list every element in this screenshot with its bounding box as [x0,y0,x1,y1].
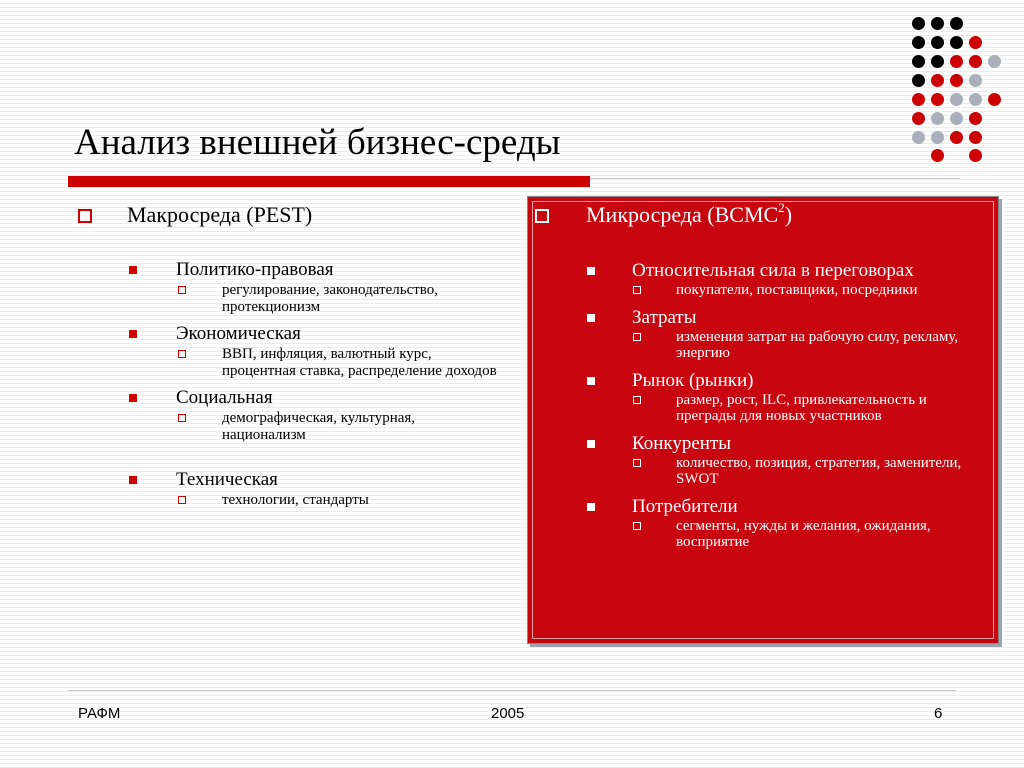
small-open-square-bullet-icon [178,350,186,358]
decor-dot [912,112,925,125]
filled-square-bullet-icon [129,394,137,402]
footer-slide-number: 6 [934,705,943,722]
macro-item-detail-text: регулирование, законодательство, протекционизм [222,282,439,315]
micro-item-detail-text: размер, рост, ILC, привлекательность и преграды для новых участников [676,392,927,424]
decorative-dot-grid [912,14,1012,164]
micro-item-detail [531,518,991,550]
small-open-square-bullet-icon [633,333,641,341]
small-open-square-bullet-icon [178,496,186,504]
macro-item [74,386,514,410]
decor-dot [912,36,925,49]
decor-dot [950,55,963,68]
decor-dot [969,149,982,162]
micro-item-detail [531,392,991,424]
footer-organization: РАФМ [78,705,121,722]
decor-dot [912,17,925,30]
decor-dot [931,149,944,162]
small-open-square-bullet-icon [633,286,641,294]
micro-item [531,496,991,518]
macro-item-detail [74,346,514,380]
micro-item-label: Рынок (рынки) [632,370,754,391]
small-open-square-bullet-icon [178,414,186,422]
micro-item-detail [531,329,991,361]
micro-item-label: Относительная сила в переговорах [632,260,914,281]
micro-heading-text: Микросреда (ВСМС [586,202,779,227]
macro-item-detail [74,410,514,444]
macro-item [74,468,514,492]
filled-square-bullet-icon [587,314,595,322]
decor-dot [912,55,925,68]
decor-dot [969,74,982,87]
macro-heading-text: Макросреда (PEST) [127,202,313,227]
decor-dot [950,131,963,144]
micro-item-detail-text: изменения затрат на рабочую силу, рекламу, энергию [676,329,959,361]
decor-dot [912,74,925,87]
macro-item-label: Экономическая [176,323,301,344]
decor-dot [950,93,963,106]
small-open-square-bullet-icon [178,286,186,294]
filled-square-bullet-icon [129,476,137,484]
decor-dot [969,55,982,68]
title-thin-rule [590,178,960,179]
micro-item-label: Потребители [632,496,738,517]
footer-rule [68,690,956,691]
micro-heading-superscript: 2 [778,200,785,215]
filled-square-bullet-icon [129,330,137,338]
filled-square-bullet-icon [587,267,595,275]
filled-square-bullet-icon [587,377,595,385]
micro-item-detail [531,282,991,298]
micro-item-detail-text: сегменты, нужды и желания, ожидания, восприятие [676,518,931,550]
small-open-square-bullet-icon [633,459,641,467]
decor-dot [950,36,963,49]
macro-heading [74,200,514,230]
title-underline [68,176,590,187]
decor-dot [931,17,944,30]
macro-item-detail [74,282,514,316]
small-open-square-bullet-icon [633,522,641,530]
micro-item-detail-text: покупатели, поставщики, посредники [676,282,918,298]
macro-item-detail-text: ВВП, инфляция, валютный курс, процентная ставка, распределение доходов [222,346,497,379]
filled-square-bullet-icon [129,266,137,274]
micro-item [531,307,991,329]
macro-item-label: Политико-правовая [176,259,334,280]
decor-dot [931,74,944,87]
decor-dot [950,17,963,30]
decor-dot [931,36,944,49]
decor-dot [969,36,982,49]
macro-item [74,322,514,346]
micro-item-detail-text: количество, позиция, стратегия, заменители, SWOT [676,455,962,487]
macro-environment-list [74,196,514,509]
decor-dot [988,55,1001,68]
micro-item-label: Конкуренты [632,433,732,454]
micro-item-label: Затраты [632,307,697,328]
micro-heading-close: ) [784,202,793,227]
macro-item-label: Социальная [176,387,273,408]
micro-item [531,370,991,392]
slide-title: Анализ внешней бизнес-среды [74,122,561,163]
micro-heading [531,200,991,230]
small-open-square-bullet-icon [633,396,641,404]
macro-item-label: Техническая [176,469,278,490]
decor-dot [988,93,1001,106]
decor-dot [950,74,963,87]
decor-dot [931,93,944,106]
decor-dot [931,131,944,144]
footer-year: 2005 [491,705,525,722]
macro-item-detail [74,492,514,509]
decor-dot [969,112,982,125]
open-square-bullet-icon [535,209,549,223]
micro-item [531,260,991,282]
micro-item [531,433,991,455]
filled-square-bullet-icon [587,440,595,448]
micro-item-detail [531,455,991,487]
open-square-bullet-icon [78,209,92,223]
decor-dot [931,112,944,125]
macro-item [74,258,514,282]
decor-dot [912,93,925,106]
decor-dot [931,55,944,68]
filled-square-bullet-icon [587,503,595,511]
macro-item-detail-text: технологии, стандарты [222,492,369,508]
decor-dot [950,112,963,125]
macro-item-detail-text: демографическая, культурная, национализм [222,410,416,443]
decor-dot [969,93,982,106]
decor-dot [912,131,925,144]
decor-dot [969,131,982,144]
micro-environment-list [531,196,991,550]
